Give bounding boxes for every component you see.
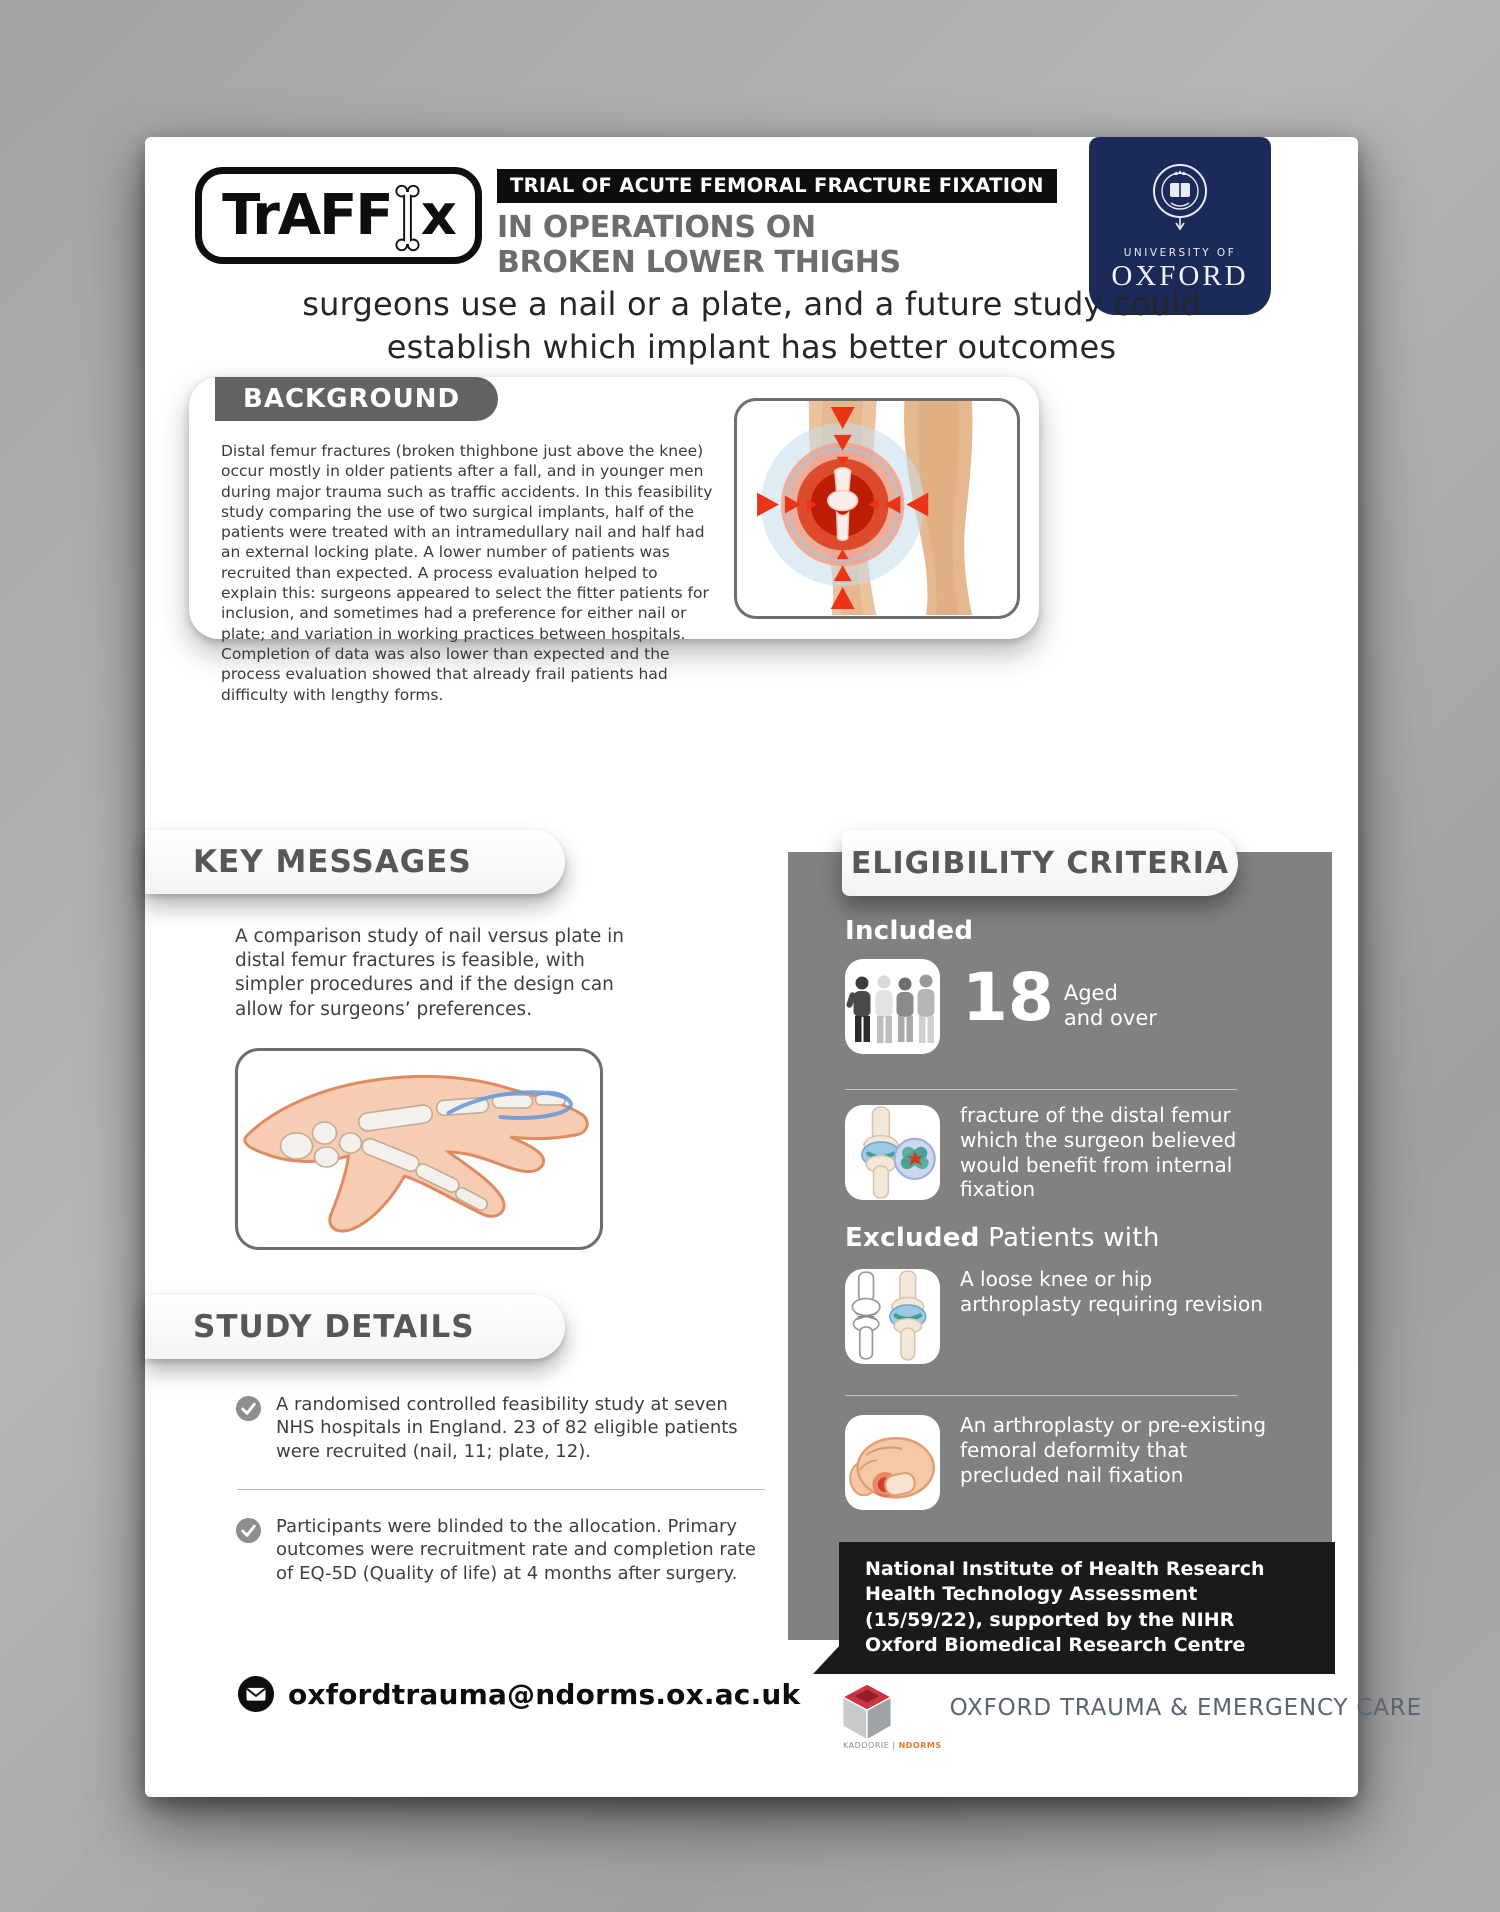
included-criterion-text: fracture of the distal femur which the surgeon believed would benefit from internal fixation xyxy=(960,1103,1237,1202)
eligibility-row-age xyxy=(845,959,1157,1054)
check-icon xyxy=(235,1395,262,1422)
excluded-label-bold: Excluded xyxy=(845,1223,980,1253)
funding-statement-box xyxy=(839,1542,1335,1674)
eligibility-heading-text: ELIGIBILITY CRITERIA xyxy=(850,845,1230,881)
bone-icon xyxy=(395,182,420,254)
study-details-heading-text: STUDY DETAILS xyxy=(193,1309,475,1345)
eligibility-divider-2 xyxy=(845,1395,1237,1396)
oxford-name-label: OXFORD xyxy=(1111,260,1249,292)
eligibility-row-arthroplasty xyxy=(845,1415,1275,1510)
brand-sub-left: KADOORIE | xyxy=(843,1741,896,1750)
age-number: 18 xyxy=(962,959,1054,1036)
brand-logo-wrap xyxy=(839,1681,942,1750)
excluded-label xyxy=(845,1223,1160,1253)
trial-kicker: TRIAL OF ACUTE FEMORAL FRACTURE FIXATION xyxy=(497,169,1057,203)
eligibility-header xyxy=(842,830,1238,896)
traffix-logo xyxy=(195,167,482,264)
brand-sub-text xyxy=(843,1741,942,1750)
cube-logo-icon xyxy=(839,1681,895,1743)
funding-statement-text: National Institute of Health Research Health Technology Assessment (15/59/22), supported by the NIHR Oxford Biomedical Research Centre xyxy=(865,1558,1265,1656)
email-address: oxfordtrauma@ndorms.ox.ac.uk xyxy=(288,1677,801,1711)
knee-fracture-illustration xyxy=(734,398,1020,619)
eligibility-row-fracture xyxy=(845,1105,1275,1202)
study-detail-item-2 xyxy=(235,1515,765,1585)
toe-icon xyxy=(845,1415,940,1510)
study-detail-text-1: A randomised controlled feasibility study at seven NHS hospitals in England. 23 of 82 eligible patients were recruited (nail, 11; plate, 12). xyxy=(276,1394,738,1462)
poster-page xyxy=(145,137,1422,1797)
poster-subtitle: surgeons use a nail or a plate, and a future study could establish which implant has better outcomes xyxy=(302,285,1201,366)
people-icon xyxy=(845,959,940,1054)
toe-deformity-illustration xyxy=(845,1415,940,1510)
envelope-icon xyxy=(237,1675,275,1713)
eligibility-row-loose-knee xyxy=(845,1269,1275,1364)
excluded-criterion-text-1: A loose knee or hip arthroplasty requiring revision xyxy=(960,1267,1263,1316)
traffix-logo-text-pre: TrAFF xyxy=(222,182,392,248)
excluded-criterion-text-2: An arthroplasty or pre-existing femoral deformity that precluded nail fixation xyxy=(960,1413,1267,1487)
key-messages-body: A comparison study of nail versus plate in distal femur fractures is feasible, with simpler procedures and if the design can allow for surgeons’ preferences. xyxy=(235,926,624,1020)
background-heading: BACKGROUND xyxy=(215,377,498,421)
age-text-line1: Aged xyxy=(1063,981,1118,1005)
study-details-header xyxy=(145,1295,565,1359)
hand-skeleton-icon xyxy=(238,1051,599,1246)
brand-name-text: OXFORD TRAUMA & EMERGENCY CARE xyxy=(949,1695,1422,1721)
knee-fixation-illustration xyxy=(845,1105,940,1200)
age-text xyxy=(1064,981,1157,1031)
traffix-logo-text-post: x xyxy=(420,182,455,248)
loose-knee-icon xyxy=(845,1269,940,1364)
age-text-line2: and over xyxy=(1063,1005,1157,1030)
study-detail-item-1 xyxy=(235,1393,765,1463)
oxford-university-of-label: UNIVERSITY OF xyxy=(1123,247,1237,259)
background-body-text: Distal femur fractures (broken thighbone just above the knee) occur mostly in older patients after a fall, and in younger men during major trauma such as traffic accidents. In this feasibility study comparing the use of two surgical implants, half of the patients were treated with an intramedullary nail and half had an external locking plate. A lower number of patients was recruited than expected. A process evaluation helped to explain this: surgeons appeared to select the fitter patients for inclusion, and sometimes had a preference for either nail or plate; and variation in working practices between hospitals. Completion of data was also lower than expected and the process evaluation showed that already frail patients had difficulty with lengthy forms. xyxy=(221,442,713,704)
background-card xyxy=(189,377,1039,704)
loose-knee-illustration xyxy=(845,1269,940,1364)
brand-sub-right: NDORMS xyxy=(898,1741,942,1750)
check-icon xyxy=(235,1517,262,1544)
oxford-crest-icon xyxy=(1144,159,1216,245)
funding-box-tail xyxy=(813,1644,841,1674)
knee-fracture-icon xyxy=(845,1105,940,1200)
key-messages-header xyxy=(145,830,565,894)
key-messages-heading-text: KEY MESSAGES xyxy=(193,844,472,880)
title-line-2: BROKEN LOWER THIGHS xyxy=(497,245,901,280)
hand-fixation-illustration xyxy=(235,1048,603,1250)
excluded-label-rest: Patients with xyxy=(979,1223,1160,1253)
legs-red-target-icon xyxy=(737,401,1016,615)
study-details-divider xyxy=(237,1489,765,1490)
oxford-trauma-brand xyxy=(839,1681,1422,1750)
title-line-1: IN OPERATIONS ON xyxy=(497,209,816,245)
study-detail-text-2: Participants were blinded to the allocation. Primary outcomes were recruitment rate and completion rate of EQ-5D (Quality of life) at 4 months after surgery. xyxy=(276,1516,756,1584)
eligibility-divider-1 xyxy=(845,1089,1237,1090)
people-group-illustration xyxy=(845,959,940,1054)
header-title-block xyxy=(497,169,1044,280)
contact-email[interactable] xyxy=(237,1675,800,1713)
included-label: Included xyxy=(845,916,974,946)
